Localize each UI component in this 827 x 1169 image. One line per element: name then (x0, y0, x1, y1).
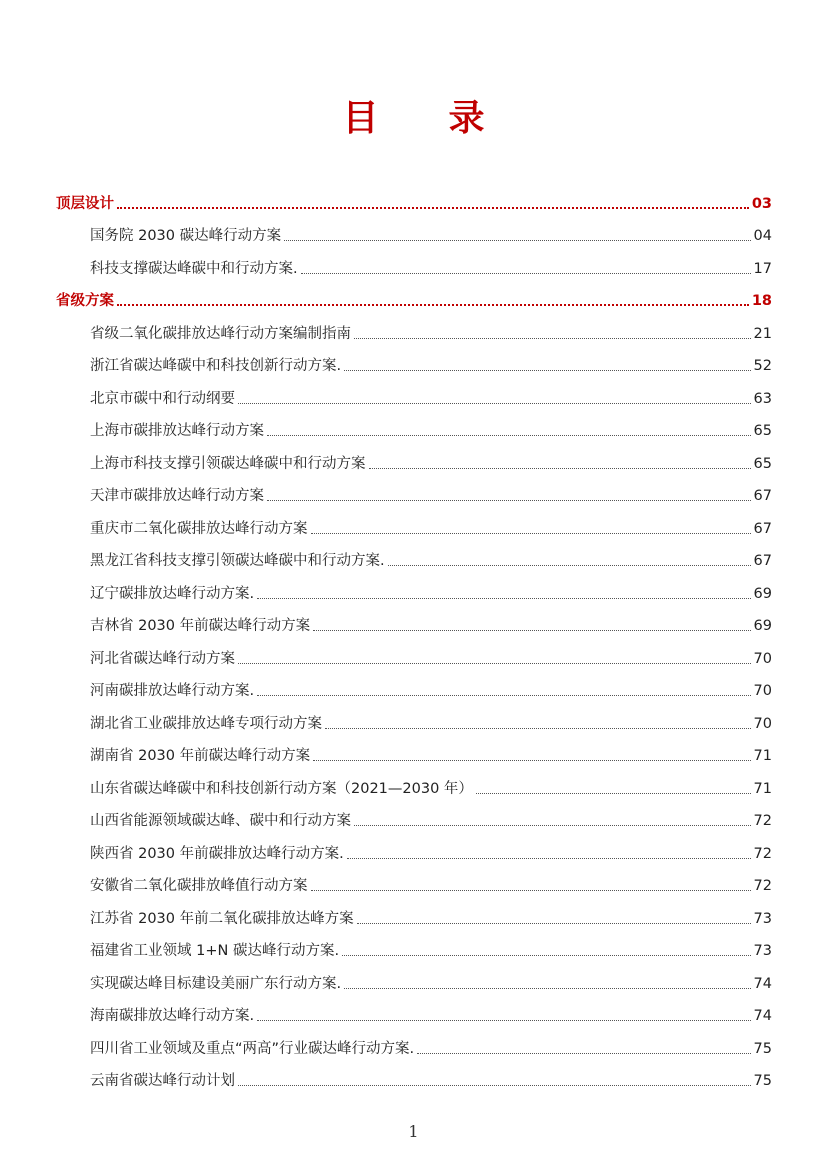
toc-entry-label: 黑龙江省科技支撑引领碳达峰碳中和行动方案. (90, 553, 385, 569)
toc-entry-row[interactable] (56, 570, 772, 603)
toc-entry-label: 山西省能源领域碳达峰、碳中和行动方案 (90, 813, 351, 829)
table-of-contents (56, 180, 772, 1090)
toc-page-number: 69 (753, 585, 772, 602)
dot-leader (267, 435, 751, 436)
toc-page-number: 72 (753, 813, 772, 829)
toc-entry-label: 辽宁碳排放达峰行动方案. (90, 585, 255, 602)
dot-leader (417, 1053, 750, 1054)
toc-page-number: 21 (753, 325, 772, 342)
dot-leader (313, 630, 750, 631)
toc-page-number: 52 (753, 358, 772, 374)
toc-entry-label: 科技支撑碳达峰碳中和行动方案. (90, 260, 298, 277)
toc-page-number: 71 (753, 780, 772, 797)
toc-entry-row[interactable] (56, 798, 772, 831)
toc-page-number: 17 (753, 260, 772, 277)
dot-leader (238, 1085, 751, 1086)
toc-entry-row[interactable] (56, 408, 772, 441)
toc-entry-label: 重庆市二氧化碳排放达峰行动方案 (90, 520, 308, 537)
dot-leader (238, 403, 751, 404)
toc-entry-row[interactable] (56, 505, 772, 538)
toc-page-number: 69 (753, 618, 772, 634)
toc-page-number: 75 (753, 1073, 772, 1089)
dot-leader (347, 858, 751, 859)
dot-leader (354, 825, 751, 826)
toc-page-number: 67 (753, 520, 772, 537)
toc-page-number: 73 (753, 943, 772, 959)
toc-entry-label: 实现碳达峰目标建设美丽广东行动方案. (90, 975, 342, 992)
toc-page-number: 67 (753, 553, 772, 569)
toc-entry-label: 福建省工业领域 1+N 碳达峰行动方案. (90, 943, 340, 959)
toc-page-number: 18 (751, 293, 772, 309)
title-char-left: 目 (342, 97, 379, 139)
toc-entry-label: 海南碳排放达峰行动方案. (90, 1008, 255, 1024)
dot-leader (257, 1020, 750, 1021)
toc-entry-row[interactable] (56, 310, 772, 343)
dot-leader (117, 207, 749, 209)
toc-entry-row[interactable] (56, 960, 772, 993)
toc-entry-row[interactable] (56, 440, 772, 473)
dot-leader (313, 760, 750, 761)
toc-section-row[interactable] (56, 180, 772, 213)
toc-page-number: 75 (753, 1040, 772, 1057)
toc-entry-row[interactable] (56, 863, 772, 896)
dot-leader (311, 533, 751, 534)
toc-entry-row[interactable] (56, 538, 772, 571)
toc-page-number: 04 (753, 228, 772, 244)
toc-entry-row[interactable] (56, 213, 772, 246)
dot-leader (344, 988, 750, 989)
dot-leader (267, 500, 751, 501)
toc-page-number: 70 (753, 650, 772, 667)
toc-entry-row[interactable] (56, 895, 772, 928)
toc-entry-label: 四川省工业领域及重点“两高”行业碳达峰行动方案. (90, 1040, 415, 1057)
toc-entry-label: 上海市碳排放达峰行动方案 (90, 423, 264, 439)
toc-entry-row[interactable] (56, 343, 772, 376)
toc-entry-label: 上海市科技支撑引领碳达峰碳中和行动方案 (90, 455, 366, 472)
toc-entry-label: 国务院 2030 碳达峰行动方案 (90, 228, 282, 244)
toc-page-number: 72 (753, 878, 772, 894)
toc-entry-label: 河北省碳达峰行动方案 (90, 650, 235, 667)
toc-page-number: 63 (753, 390, 772, 407)
dot-leader (357, 923, 751, 924)
dot-leader (342, 955, 750, 956)
toc-entry-row[interactable] (56, 733, 772, 766)
toc-entry-label: 省级二氧化碳排放达峰行动方案编制指南 (90, 325, 351, 342)
toc-page-number: 73 (753, 910, 772, 927)
toc-page-number: 03 (751, 195, 772, 212)
dot-leader (476, 793, 751, 794)
page-number: 1 (408, 1122, 419, 1141)
title-char-right: 录 (448, 97, 485, 139)
toc-entry-row[interactable] (56, 603, 772, 636)
toc-page-number: 71 (753, 748, 772, 764)
dot-leader (257, 598, 750, 599)
toc-entry-label: 云南省碳达峰行动计划 (90, 1073, 235, 1089)
toc-entry-label: 江苏省 2030 年前二氧化碳排放达峰方案 (90, 910, 354, 927)
page-title (0, 90, 827, 141)
toc-page-number: 65 (753, 423, 772, 439)
toc-entry-label: 浙江省碳达峰碳中和科技创新行动方案. (90, 358, 342, 374)
dot-leader (238, 663, 751, 664)
toc-entry-row[interactable] (56, 1025, 772, 1058)
toc-entry-row[interactable] (56, 473, 772, 506)
toc-entry-row[interactable] (56, 830, 772, 863)
toc-entry-row[interactable] (56, 700, 772, 733)
toc-entry-label: 吉林省 2030 年前碳达峰行动方案 (90, 618, 311, 634)
toc-entry-label: 北京市碳中和行动纲要 (90, 390, 235, 407)
toc-section-label: 省级方案 (56, 293, 114, 309)
toc-entry-label: 河南碳排放达峰行动方案. (90, 683, 255, 699)
toc-entry-row[interactable] (56, 245, 772, 278)
dot-leader (117, 304, 749, 306)
toc-page-number: 67 (753, 488, 772, 504)
dot-leader (388, 565, 751, 566)
toc-page-number: 70 (753, 715, 772, 732)
toc-entry-label: 湖北省工业碳排放达峰专项行动方案 (90, 715, 322, 732)
toc-section-label: 顶层设计 (56, 195, 114, 212)
toc-page-number: 65 (753, 455, 772, 472)
toc-entry-label: 山东省碳达峰碳中和科技创新行动方案（2021—2030 年） (90, 780, 473, 797)
toc-page-number: 70 (753, 683, 772, 699)
dot-leader (311, 890, 751, 891)
toc-entry-row[interactable] (56, 668, 772, 701)
dot-leader (301, 273, 751, 274)
toc-entry-row[interactable] (56, 928, 772, 961)
toc-entry-row[interactable] (56, 993, 772, 1026)
toc-entry-label: 安徽省二氧化碳排放峰值行动方案 (90, 878, 308, 894)
toc-page-number: 74 (753, 975, 772, 992)
dot-leader (354, 338, 751, 339)
toc-entry-row[interactable] (56, 1058, 772, 1091)
toc-entry-label: 湖南省 2030 年前碳达峰行动方案 (90, 748, 311, 764)
toc-entry-row[interactable] (56, 765, 772, 798)
toc-entry-row[interactable] (56, 635, 772, 668)
dot-leader (344, 370, 750, 371)
toc-entry-row[interactable] (56, 375, 772, 408)
dot-leader (369, 468, 751, 469)
toc-page-number: 74 (753, 1008, 772, 1024)
toc-section-row[interactable] (56, 278, 772, 311)
dot-leader (325, 728, 751, 729)
dot-leader (284, 240, 750, 241)
dot-leader (257, 695, 750, 696)
toc-entry-label: 陕西省 2030 年前碳排放达峰行动方案. (90, 845, 344, 862)
toc-page-number: 72 (753, 845, 772, 862)
toc-entry-label: 天津市碳排放达峰行动方案 (90, 488, 264, 504)
